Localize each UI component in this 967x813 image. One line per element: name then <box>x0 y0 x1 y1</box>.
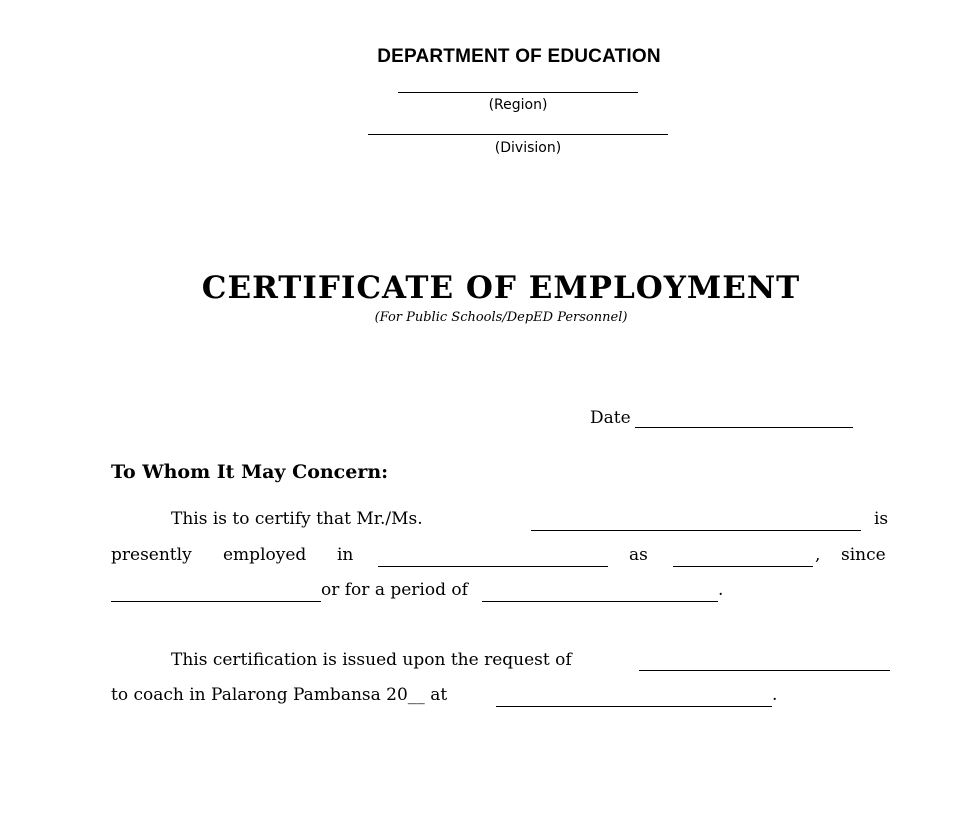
period-blank <box>482 601 718 602</box>
period-text: or for a period of <box>321 580 468 600</box>
comma-text: , <box>815 545 821 565</box>
division-blank-line <box>368 134 668 135</box>
date-label: Date <box>590 408 631 428</box>
position-blank <box>673 566 813 567</box>
venue-blank <box>496 706 772 707</box>
school-blank <box>378 566 608 567</box>
presently-text: presently <box>111 545 192 565</box>
as-text: as <box>629 545 648 565</box>
certificate-title: CERTIFICATE OF EMPLOYMENT <box>201 270 801 306</box>
department-heading: DEPARTMENT OF EDUCATION <box>377 46 661 67</box>
coach-text: to coach in Palarong Pambansa 20__ at <box>111 685 448 705</box>
date-blank-line <box>635 427 853 428</box>
certify-text: This is to certify that Mr./Ms. <box>171 509 423 529</box>
employed-text: employed <box>223 545 307 565</box>
region-blank-line <box>398 92 638 93</box>
paragraph2-end: . <box>772 685 778 705</box>
since-text: since <box>841 545 886 565</box>
certificate-subtitle: (For Public Schools/DepED Personnel) <box>374 310 628 325</box>
salutation: To Whom It May Concern: <box>111 461 389 483</box>
since-date-blank <box>111 601 321 602</box>
is-text: is <box>874 509 889 529</box>
requester-blank <box>639 670 890 671</box>
in-text: in <box>337 545 354 565</box>
paragraph1-end: . <box>718 580 724 600</box>
division-label: (Division) <box>494 140 562 156</box>
employee-name-blank <box>531 530 861 531</box>
issued-text: This certification is issued upon the request of <box>171 650 572 670</box>
region-label: (Region) <box>488 97 548 113</box>
